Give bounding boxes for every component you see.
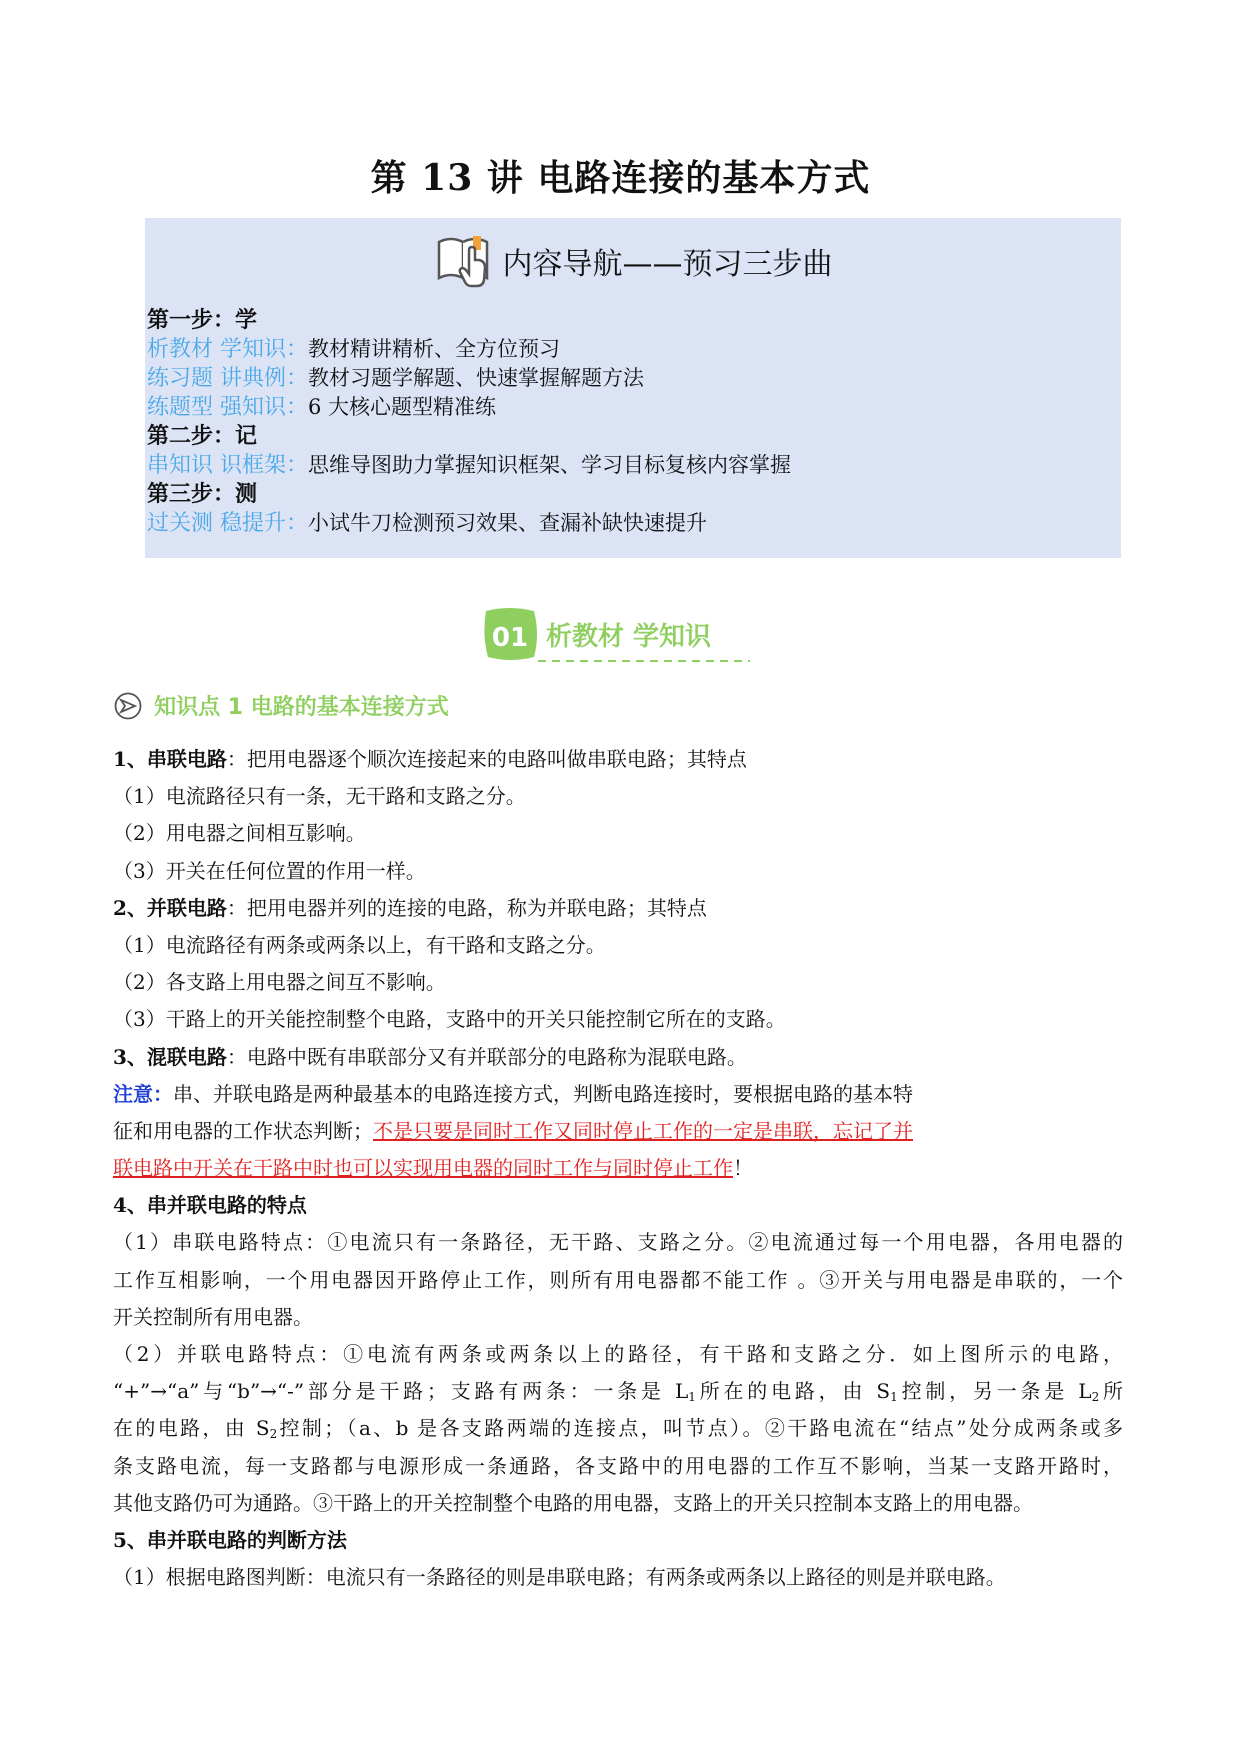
parallel-circuit-definition: 2、并联电路：把用电器并列的连接的电路，称为并联电路；其特点 <box>113 895 707 920</box>
knowledge-point-title: 知识点 1 电路的基本连接方式 <box>154 695 449 720</box>
arrow-circle-icon <box>113 691 143 721</box>
list-item: （1）电流路径只有一条，无干路和支路之分。 <box>113 784 526 809</box>
section-badge <box>480 605 760 667</box>
step-row: 第一步：学 <box>147 307 258 333</box>
list-item: （2）用电器之间相互影响。 <box>113 821 366 846</box>
mixed-circuit-definition: 3、混联电路：电路中既有串联部分又有并联部分的电路称为混联电路。 <box>113 1044 747 1069</box>
section-number: 01 <box>491 623 529 653</box>
step-row: 第二步：记 <box>147 423 258 449</box>
item-row: 串知识 识框架：思维导图助力掌握知识框架、学习目标复核内容掌握 <box>147 453 791 478</box>
page-title: 第 13 讲 电路连接的基本方式 <box>370 157 871 199</box>
note-line: 征和用电器的工作状态判断；不是只要是同时工作又同时停止工作的一定是串联，忘记了并 <box>113 1118 913 1143</box>
series-features-paragraph: （1）串联电路特点：①电流只有一条路径，无干路、支路之分。②电流通过每一个用电器，各用电器的 工作互相影响，一个用电器因开路停止工作，则所有用电器都不能工作 。③开关与用电器是串联的，一个 开关控制所有用电器。 <box>113 1230 1123 1329</box>
note-line: 注意：串、并联电路是两种最基本的电路连接方式，判断电路连接时，要根据电路的基本特 <box>113 1081 913 1106</box>
series-circuit-definition: 1、串联电路：把用电器逐个顺次连接起来的电路叫做串联电路；其特点 <box>113 747 747 771</box>
warning-text: 联电路中开关在干路中时也可以实现用电器的同时工作与同时停止工作 <box>113 1156 733 1181</box>
note-line: 联电路中开关在干路中时也可以实现用电器的同时工作与同时停止工作！ <box>113 1156 753 1181</box>
article-body <box>113 741 1123 1596</box>
list-item: （1）电流路径有两条或两条以上，有干路和支路之分。 <box>113 932 606 957</box>
navigation-heading-text: 内容导航——预习三步曲 <box>502 247 833 282</box>
list-item: （3）干路上的开关能控制整个电路，支路中的开关只能控制它所在的支路。 <box>113 1007 786 1032</box>
section-heading: 5、串并联电路的判断方法 <box>113 1527 347 1552</box>
book-hand-icon <box>433 232 497 290</box>
item-row: 练习题 讲典例：教材习题学解题、快速掌握解题方法 <box>147 366 644 391</box>
step-row: 第三步：测 <box>147 481 258 507</box>
section-heading: 4、串并联电路的特点 <box>113 1193 307 1218</box>
list-item: （2）各支路上用电器之间互不影响。 <box>113 970 446 995</box>
warning-text: 不是只要是同时工作又同时停止工作的一定是串联，忘记了并 <box>373 1118 913 1143</box>
list-item: （3）开关在任何位置的作用一样。 <box>113 858 426 883</box>
content-navigation-box <box>145 218 1121 558</box>
note-label: 注意： <box>113 1081 173 1106</box>
section-title: 析教材 学知识 <box>546 622 712 652</box>
item-row: 过关测 稳提升：小试牛刀检测预习效果、查漏补缺快速提升 <box>147 511 707 536</box>
steps-list <box>147 306 1107 538</box>
parallel-features-paragraph: （2）并联电路特点：①电流有两条或两条以上的路径，有干路和支路之分．如上图所示的电路， “+”→“a”与“b”→“-”部分是干路；支路有两条：一条是 $L_1$所在的电路，由 $S_1$控制，另一条是 $L_2$所 在的电路，由 $S_2$控制；（a、b 是各支路两端的连接点，叫节点）。②干路电流在“结点”处分成两条或多 条支路电流，每一支路都与电源形成一条通路，各支路中的用电器的工作互不影响，当某一支路开路时， 其他支路仍可为通路。③干路上的开关控制整个电路的用电器，支路上的开关只控制本支路上的用电器。 <box>113 1342 1124 1515</box>
item-row: 练题型 强知识：6 大核心题型精准练 <box>147 395 497 420</box>
navigation-heading <box>145 232 1121 292</box>
item-row: 析教材 学知识：教材精讲精析、全方位预习 <box>147 337 560 362</box>
list-item: （1）根据电路图判断：电流只有一条路径的则是串联电路；有两条或两条以上路径的则是并联电路。 <box>113 1565 1006 1590</box>
knowledge-point-heading <box>113 690 449 724</box>
